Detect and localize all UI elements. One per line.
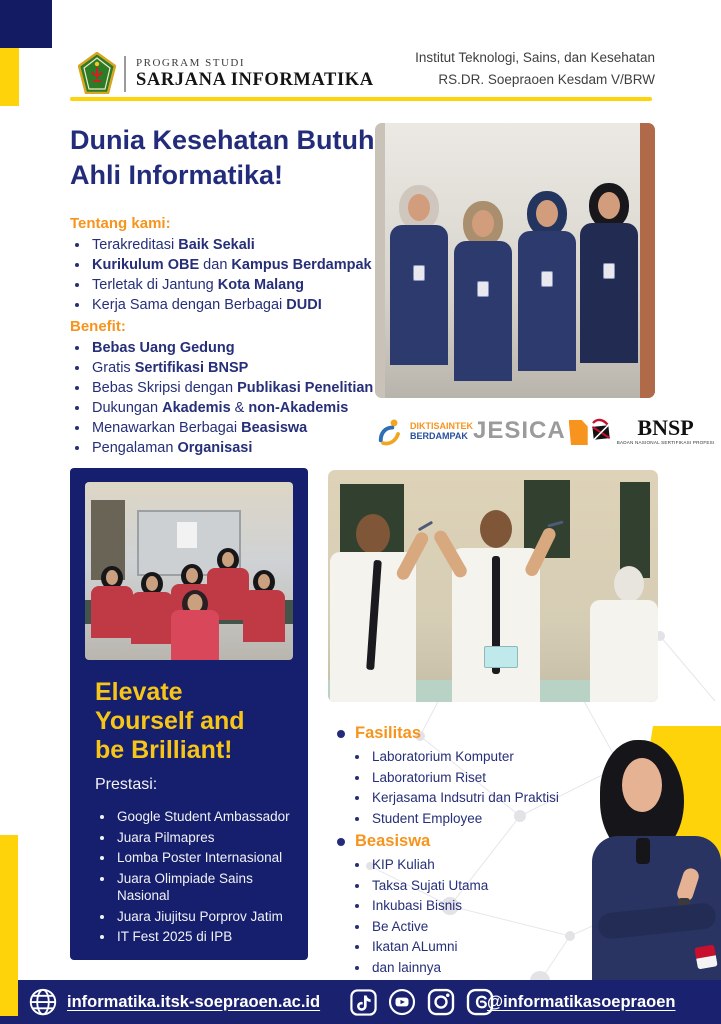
- elevate-line3: be Brilliant!: [95, 736, 233, 764]
- list-item: • Kerja Sama dengan Berbagai DUDI: [90, 297, 390, 315]
- bottom-yellow-strip: [0, 835, 18, 1016]
- photo-shape: [614, 566, 644, 602]
- benefit-list: [70, 340, 400, 460]
- website-link-row: [28, 980, 320, 1024]
- photo-students-hallway: [375, 123, 655, 398]
- jesica-logo: [473, 417, 588, 445]
- corner-yellow-strip: [0, 48, 19, 106]
- diktisaintek-line2: BERDAMPAK: [410, 431, 468, 441]
- bnsp-caption: BADAN NASIONAL SERTIFIKASI PROFESI: [616, 440, 715, 445]
- person-figure: [91, 566, 133, 660]
- list-item: • Bebas Skripsi dengan Publikasi Penelitian: [90, 380, 400, 398]
- photo-shape: [222, 552, 234, 567]
- globe-icon: [28, 987, 58, 1017]
- photo-shape: [454, 241, 512, 381]
- youtube-icon[interactable]: [387, 987, 417, 1017]
- photo-shape: [146, 576, 158, 591]
- tiktok-icon[interactable]: [349, 988, 378, 1017]
- list-item: • Kurikulum OBE dan Kampus Berdampak: [90, 257, 390, 275]
- photo-shape: [171, 610, 219, 660]
- program-label: PROGRAM STUDI: [136, 57, 246, 69]
- header-underline: [70, 97, 652, 101]
- about-heading: Tentang kami:: [70, 215, 171, 232]
- elevate-card: [70, 468, 308, 960]
- title-line2: Ahli Informatika!: [70, 160, 284, 191]
- photo-shape: [356, 514, 390, 554]
- photo-shape: [640, 123, 655, 398]
- photo-shape: [541, 271, 553, 287]
- list-item: • Be Active: [370, 918, 612, 936]
- list-item: • Kerjasama Indsutri dan Praktisi: [370, 789, 642, 807]
- bullet-dot-icon: [337, 730, 345, 738]
- beasiswa-heading: Beasiswa: [355, 832, 431, 850]
- social-handle-row: [487, 980, 675, 1024]
- photo-shape: [620, 482, 650, 578]
- elevate-title: [95, 678, 245, 765]
- diktisaintek-logo: [375, 416, 473, 446]
- photo-shape: [106, 570, 118, 585]
- photo-classroom-students: [85, 482, 293, 660]
- list-item: • Pengalaman Organisasi: [90, 440, 400, 458]
- elevate-line2: Yourself and: [95, 707, 245, 735]
- list-item: • Inkubasi Bisnis: [370, 897, 612, 915]
- program-name: SARJANA INFORMATIKA: [136, 70, 374, 90]
- photo-shape: [622, 758, 662, 812]
- photo-students-orientation: [328, 470, 658, 702]
- list-item: • Juara Jiujitsu Porprov Jatim: [115, 908, 293, 926]
- corner-navy-block: [0, 0, 52, 48]
- list-item: • Laboratorium Riset: [370, 769, 642, 787]
- beasiswa-list: [352, 856, 612, 979]
- bnsp-flag-icon: [588, 418, 614, 444]
- photo-shape: [694, 944, 718, 969]
- list-item: • Google Student Ambassador: [115, 808, 293, 826]
- list-item: • IT Fest 2025 di IPB: [115, 928, 293, 946]
- footer-bar: [0, 980, 721, 1024]
- website-link[interactable]: informatika.itsk-soepraoen.ac.id: [67, 992, 321, 1011]
- photo-shape: [518, 231, 576, 371]
- person-figure: [243, 570, 285, 660]
- photo-shape: [472, 210, 494, 237]
- photo-shape: [484, 646, 518, 668]
- elevate-line1: Elevate: [95, 678, 183, 706]
- fasilitas-heading-row: [337, 724, 421, 743]
- bullet-dot-icon: [337, 838, 345, 846]
- photo-shape: [390, 225, 448, 365]
- photo-shape: [408, 194, 430, 221]
- bnsp-logo: [588, 417, 715, 445]
- diktisaintek-text: [410, 421, 473, 442]
- list-item: • Taksa Sujati Utama: [370, 877, 612, 895]
- prestasi-list: [97, 808, 293, 949]
- photo-shape: [477, 281, 489, 297]
- list-item: • Dukungan Akademis & non-Akademis: [90, 400, 400, 418]
- photo-shape: [536, 200, 558, 227]
- instagram-handle-link[interactable]: @informatikasoepraoen: [487, 992, 676, 1011]
- person-figure: [579, 183, 639, 398]
- photo-shape: [375, 123, 385, 398]
- university-logo: [78, 52, 116, 94]
- bnsp-text-block: [617, 417, 715, 445]
- page-title: [70, 123, 375, 193]
- list-item: • dan lainnya: [370, 959, 612, 977]
- photo-shape: [603, 263, 615, 279]
- pentagon-emblem-icon: [78, 52, 116, 94]
- list-item: • Menawarkan Berbagai Beasiswa: [90, 420, 400, 438]
- photo-shape: [580, 223, 638, 363]
- person-figure: [131, 572, 173, 660]
- diktisaintek-line1: DIKTISAINTEK: [410, 420, 473, 431]
- partner-logos-row: [375, 408, 715, 454]
- photo-shape: [131, 592, 173, 644]
- photo-shape: [480, 510, 512, 548]
- institute-name: [415, 47, 655, 90]
- diktisaintek-icon: [375, 416, 405, 446]
- photo-shape: [598, 192, 620, 219]
- list-item: • Student Employee: [370, 810, 642, 828]
- list-item: • Bebas Uang Gedung: [90, 340, 400, 358]
- list-item: • KIP Kuliah: [370, 856, 612, 874]
- instagram-icon[interactable]: [426, 987, 456, 1017]
- photo-shape: [636, 838, 650, 864]
- photo-shape: [418, 521, 433, 532]
- photo-shape: [258, 574, 270, 589]
- title-line1: Dunia Kesehatan Butuh: [70, 125, 375, 155]
- social-icons-row: [349, 980, 495, 1024]
- list-item: • Ikatan ALumni: [370, 938, 612, 956]
- photo-shape: [186, 568, 198, 583]
- list-item: • Lomba Poster Internasional: [115, 849, 293, 867]
- beasiswa-heading-row: [337, 832, 430, 851]
- jesica-square-icon: [569, 420, 588, 445]
- person-figure: [389, 185, 449, 398]
- photo-shape: [91, 586, 133, 638]
- person-figure: [453, 201, 513, 398]
- institute-line1: Institut Teknologi, Sains, dan Kesehatan: [415, 50, 655, 65]
- person-figure: [517, 191, 577, 398]
- list-item: • Gratis Sertifikasi BNSP: [90, 360, 400, 378]
- list-item: • Laboratorium Komputer: [370, 748, 642, 766]
- prestasi-heading: Prestasi:: [95, 776, 158, 793]
- jesica-text: JESICA: [473, 417, 566, 444]
- about-list: [70, 237, 390, 317]
- photo-shape: [590, 600, 658, 702]
- list-item: • Juara Olimpiade Sains Nasional: [115, 870, 293, 905]
- list-item: • Juara Pilmapres: [115, 829, 293, 847]
- benefit-heading: Benefit:: [70, 318, 126, 335]
- person-figure: [169, 590, 221, 660]
- institute-line2: RS.DR. Soepraoen Kesdam V/BRW: [438, 71, 655, 87]
- list-item: • Terakreditasi Baik Sekali: [90, 237, 390, 255]
- bnsp-text: BNSP: [637, 415, 694, 440]
- header-divider: [124, 56, 126, 92]
- fasilitas-heading: Fasilitas: [355, 724, 422, 742]
- photo-shape: [177, 522, 197, 548]
- photo-shape: [413, 265, 425, 281]
- photo-shape: [243, 590, 285, 642]
- list-item: • Terletak di Jantung Kota Malang: [90, 277, 390, 295]
